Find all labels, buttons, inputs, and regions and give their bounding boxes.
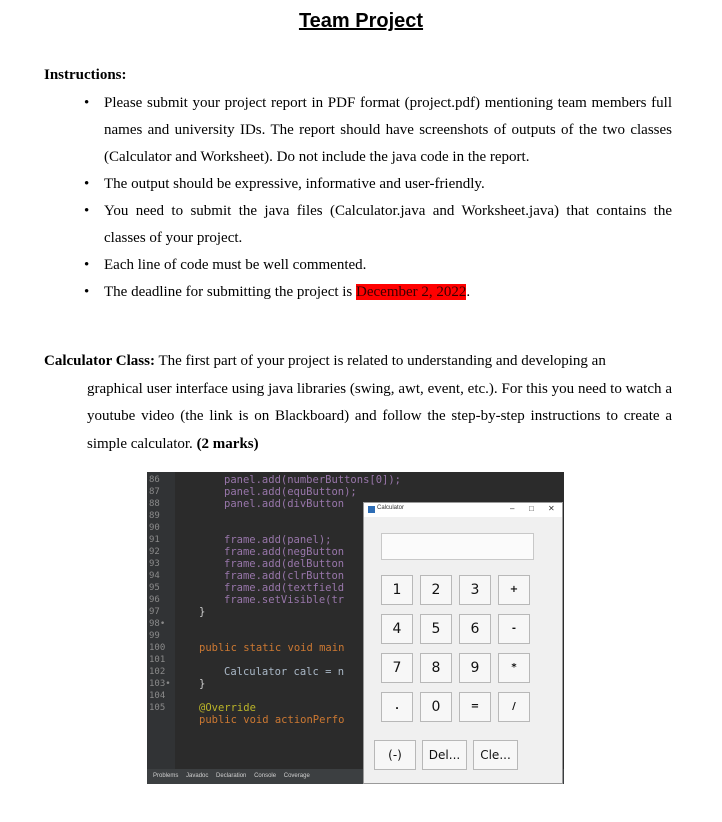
code-line: }: [199, 678, 206, 690]
instruction-item-deadline: [84, 279, 672, 306]
app-icon: [368, 506, 375, 513]
maximize-icon[interactable]: □: [529, 504, 534, 513]
line-number: 92: [149, 547, 160, 557]
calculator-class-text: graphical user interface using java libraries (swing, awt, event, etc.). For this you need to watch a youtube video (the link is on Blackboard) and follow the step-by-step instructions to create a simple calculator.: [87, 380, 672, 452]
calculator-display[interactable]: [381, 533, 534, 560]
line-number: 104: [149, 691, 166, 701]
tab-problems[interactable]: Problems: [153, 773, 179, 779]
code-line: panel.add(divButton: [224, 498, 345, 510]
code-line: frame.add(negButton: [224, 546, 345, 558]
calc-button-0[interactable]: 0: [420, 692, 452, 722]
line-number: 88: [149, 499, 160, 509]
instruction-item: • The output should be expressive, informative and user-friendly.: [84, 171, 672, 198]
deadline-date: December 2, 2022: [356, 284, 467, 300]
tab-declaration[interactable]: Declaration: [216, 773, 247, 779]
calculator-window: [363, 502, 563, 784]
calc-button-delete[interactable]: Del...: [422, 740, 467, 770]
code-line: frame.add(clrButton: [224, 570, 345, 582]
minimize-icon[interactable]: –: [510, 504, 515, 513]
code-line: }: [199, 606, 206, 618]
calc-button-multiply[interactable]: *: [498, 653, 530, 683]
line-number-gutter: [147, 472, 175, 769]
code-line: frame.add(delButton: [224, 558, 345, 570]
calculator-titlebar: [364, 503, 562, 517]
code-line: @Override: [199, 702, 256, 714]
line-number: 102: [149, 667, 166, 677]
line-number: 103•: [149, 679, 171, 689]
calc-button-decimal[interactable]: .: [381, 692, 413, 722]
tab-javadoc[interactable]: Javadoc: [186, 773, 209, 779]
line-number: 86: [149, 475, 160, 485]
calc-button-7[interactable]: 7: [381, 653, 413, 683]
line-number: 89: [149, 511, 160, 521]
line-number: 105: [149, 703, 166, 713]
calc-button-9[interactable]: 9: [459, 653, 491, 683]
calc-button-3[interactable]: 3: [459, 575, 491, 605]
line-number: 96: [149, 595, 160, 605]
line-number: 95: [149, 583, 160, 593]
line-number: 87: [149, 487, 160, 497]
code-line: public static void main: [199, 642, 345, 654]
calc-button-negate[interactable]: (-): [374, 740, 416, 770]
deadline-prefix: The deadline for submitting the project is: [104, 284, 357, 300]
calculator-class-heading: Calculator Class:: [44, 353, 155, 369]
calculator-class-paragraph: [44, 348, 672, 458]
code-screenshot: [147, 472, 564, 784]
line-number: 90: [149, 523, 160, 533]
calc-button-2[interactable]: 2: [420, 575, 452, 605]
line-number: 99: [149, 631, 160, 641]
code-line: public void actionPerfo: [199, 714, 345, 726]
line-number: 97: [149, 607, 160, 617]
calc-button-equals[interactable]: =: [459, 692, 491, 722]
calc-button-divide[interactable]: /: [498, 692, 530, 722]
page-title: Team Project: [298, 10, 424, 32]
calculator-class-text-rest: [44, 376, 672, 459]
calc-button-1[interactable]: 1: [381, 575, 413, 605]
line-number: 91: [149, 535, 160, 545]
calculator-class-marks: (2 marks): [196, 435, 259, 452]
calc-button-clear[interactable]: Cle...: [473, 740, 518, 770]
calc-button-6[interactable]: 6: [459, 614, 491, 644]
calculator-window-title: Calculator: [377, 505, 405, 511]
tab-coverage[interactable]: Coverage: [283, 773, 310, 779]
deadline-suffix: .: [466, 284, 471, 300]
line-number: 94: [149, 571, 160, 581]
instruction-item: • Each line of code must be well commented.: [84, 252, 672, 279]
code-line: Calculator calc = n: [224, 666, 345, 678]
instruction-item: • You need to submit the java files (Calculator.java and Worksheet.java) that contains the classes of your project.: [84, 198, 672, 252]
close-icon[interactable]: ✕: [548, 504, 555, 513]
calc-button-8[interactable]: 8: [420, 653, 452, 683]
code-line: frame.setVisible(tr: [224, 594, 345, 606]
line-number: 101: [149, 655, 166, 665]
calc-button-plus[interactable]: +: [498, 575, 530, 605]
instructions-list: [84, 90, 672, 306]
calc-button-minus[interactable]: -: [498, 614, 530, 644]
code-line: panel.add(numberButtons[0]);: [224, 474, 402, 486]
calc-button-4[interactable]: 4: [381, 614, 413, 644]
code-line: frame.add(textfield: [224, 582, 345, 594]
calc-button-5[interactable]: 5: [420, 614, 452, 644]
line-number: 93: [149, 559, 160, 569]
code-line: frame.add(panel);: [224, 534, 332, 546]
instructions-heading: Instructions:: [44, 67, 127, 83]
code-line: panel.add(equButton);: [224, 486, 357, 498]
line-number: 100: [149, 643, 166, 653]
line-number: 98•: [149, 619, 166, 629]
instruction-item: • Please submit your project report in PDF format (project.pdf) mentioning team members full names and university IDs. The report should have screenshots of outputs of the two classes (Calculator and Worksheet). Do not include the java code in the report.: [84, 90, 672, 171]
tab-console[interactable]: Console: [254, 773, 277, 779]
calculator-class-text-line1: The first part of your project is related to understanding and developing an: [154, 353, 606, 369]
